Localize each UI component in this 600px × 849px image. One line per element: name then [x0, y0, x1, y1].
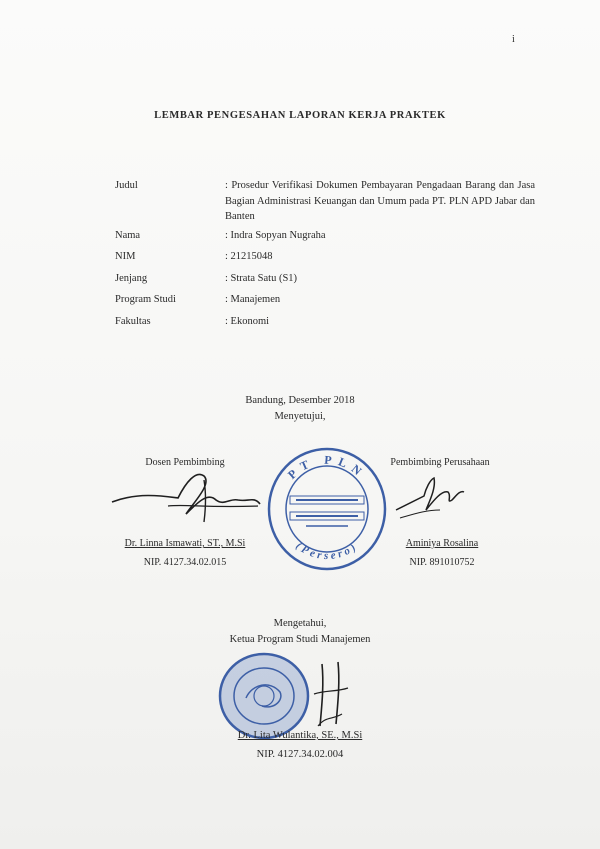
left-signature-image [108, 462, 268, 532]
head-signer-role: Ketua Program Studi Manajemen [229, 634, 371, 645]
right-signer-role: Pembimbing Perusahaan [390, 457, 490, 468]
field-label: Nama [115, 229, 141, 241]
left-signer-role: Dosen Pembimbing [145, 457, 225, 468]
field-value: : Ekonomi [225, 315, 270, 327]
field-label: Judul [115, 180, 138, 191]
page-number: i [512, 34, 515, 45]
right-signer-name: Aminiya Rosalina [405, 538, 479, 549]
head-signer-name: Dr. Lita Wulantika, SE., M.Si [237, 730, 363, 741]
field-label: Program Studi [115, 294, 176, 305]
field-value: : 21215048 [225, 251, 273, 262]
identity-table [115, 178, 535, 335]
svg-text:(Persero) [293, 540, 360, 562]
field-value: : Indra Sopyan Nugraha [225, 229, 326, 241]
field-value: : Strata Satu (S1) [225, 272, 298, 284]
right-signer-nip: NIP. 891010752 [409, 557, 475, 568]
field-row-fakultas [115, 314, 535, 330]
head-signer-nip: NIP. 4127.34.02.004 [256, 749, 344, 760]
place-date: Bandung, Desember 2018 [245, 395, 355, 406]
approve-label: Menyetujui, [274, 411, 326, 422]
field-row-nama [115, 228, 535, 244]
field-value: : Manajemen [225, 294, 281, 305]
left-signer-name: Dr. Linna Ismawati, ST., M.Si [124, 538, 246, 549]
field-row-program-studi [115, 292, 535, 308]
field-label: NIM [115, 251, 136, 262]
field-label: Jenjang [115, 272, 148, 284]
field-value: : Prosedur Verifikasi Dokumen Pembayaran Pengadaan Barang dan Jasa Bagian Administrasi Keuangan dan Umum pada PT. PLN APD Jabar dan Banten [225, 180, 535, 222]
field-row-nim [115, 249, 535, 265]
head-signature-image [302, 654, 362, 734]
stamp-bottom-text: (Persero) [293, 539, 361, 563]
stamp-top-text: PT PLN [285, 452, 369, 482]
know-label: Mengetahui, [273, 618, 327, 629]
field-row-jenjang [115, 271, 535, 287]
page-title: LEMBAR PENGESAHAN LAPORAN KERJA PRAKTEK [154, 110, 446, 121]
field-row-judul [115, 178, 535, 225]
right-signature-image [390, 470, 470, 530]
left-signer-nip: NIP. 4127.34.02.015 [143, 557, 227, 568]
field-label: Fakultas [115, 315, 151, 327]
